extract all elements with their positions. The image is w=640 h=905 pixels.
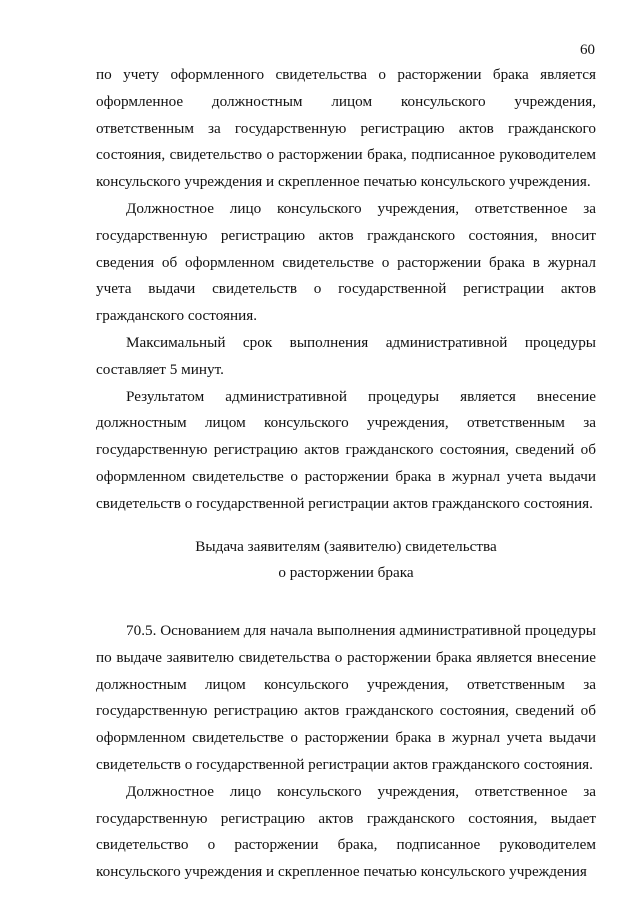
section-heading-line-1: Выдача заявителям (заявителю) свидетельства [195,538,497,555]
section-heading-line-2: о расторжении брака [278,564,414,581]
page-number: 60 [580,42,595,58]
paragraph: 70.5. Основанием для начала выполнения административной процедуры по выдаче заявителю свидетельства о расторжении брака является внесение должностным лицом консульского учреждения, ответственным за государственную регистрацию актов гражданского состояния, сведений об оформленном свидетельстве о расторжении брака в журнал учета выдачи свидетельств о государственной регистрации актов гражданского состояния. [96,622,596,773]
paragraph: Результатом административной процедуры является внесение должностным лицом консульского учреждения, ответственным за государственную регистрацию актов гражданского состояния, сведений об оформленном свидетельстве о расторжении брака в журнал учета выдачи свидетельств о государственной регистрации актов гражданского состояния. [96,387,596,512]
body-text-bottom [96,618,596,886]
paragraph: Максимальный срок выполнения административной процедуры составляет 5 минут. [96,333,596,378]
body-text-top [96,62,596,518]
paragraph: Должностное лицо консульского учреждения, ответственное за государственную регистрацию актов гражданского состояния, выдает свидетельство о расторжении брака, подписанное руководителем консульского учреждения и скрепленное печатью консульского учреждения [96,782,596,881]
paragraph: Должностное лицо консульского учреждения, ответственное за государственную регистрацию актов гражданского состояния, вносит сведения об оформленном свидетельстве о расторжении брака в журнал учета выдачи свидетельств о государственной регистрации актов гражданского состояния. [96,199,596,325]
section-heading [96,534,596,586]
paragraph-continuation: по учету оформленного свидетельства о расторжении брака является оформленное должностным лицом консульского учреждения, ответственным за государственную регистрацию актов гражданского состояния, свидетельство о расторжении брака, подписанное руководителем консульского учреждения и скрепленное печатью консульского учреждения. [96,66,596,191]
